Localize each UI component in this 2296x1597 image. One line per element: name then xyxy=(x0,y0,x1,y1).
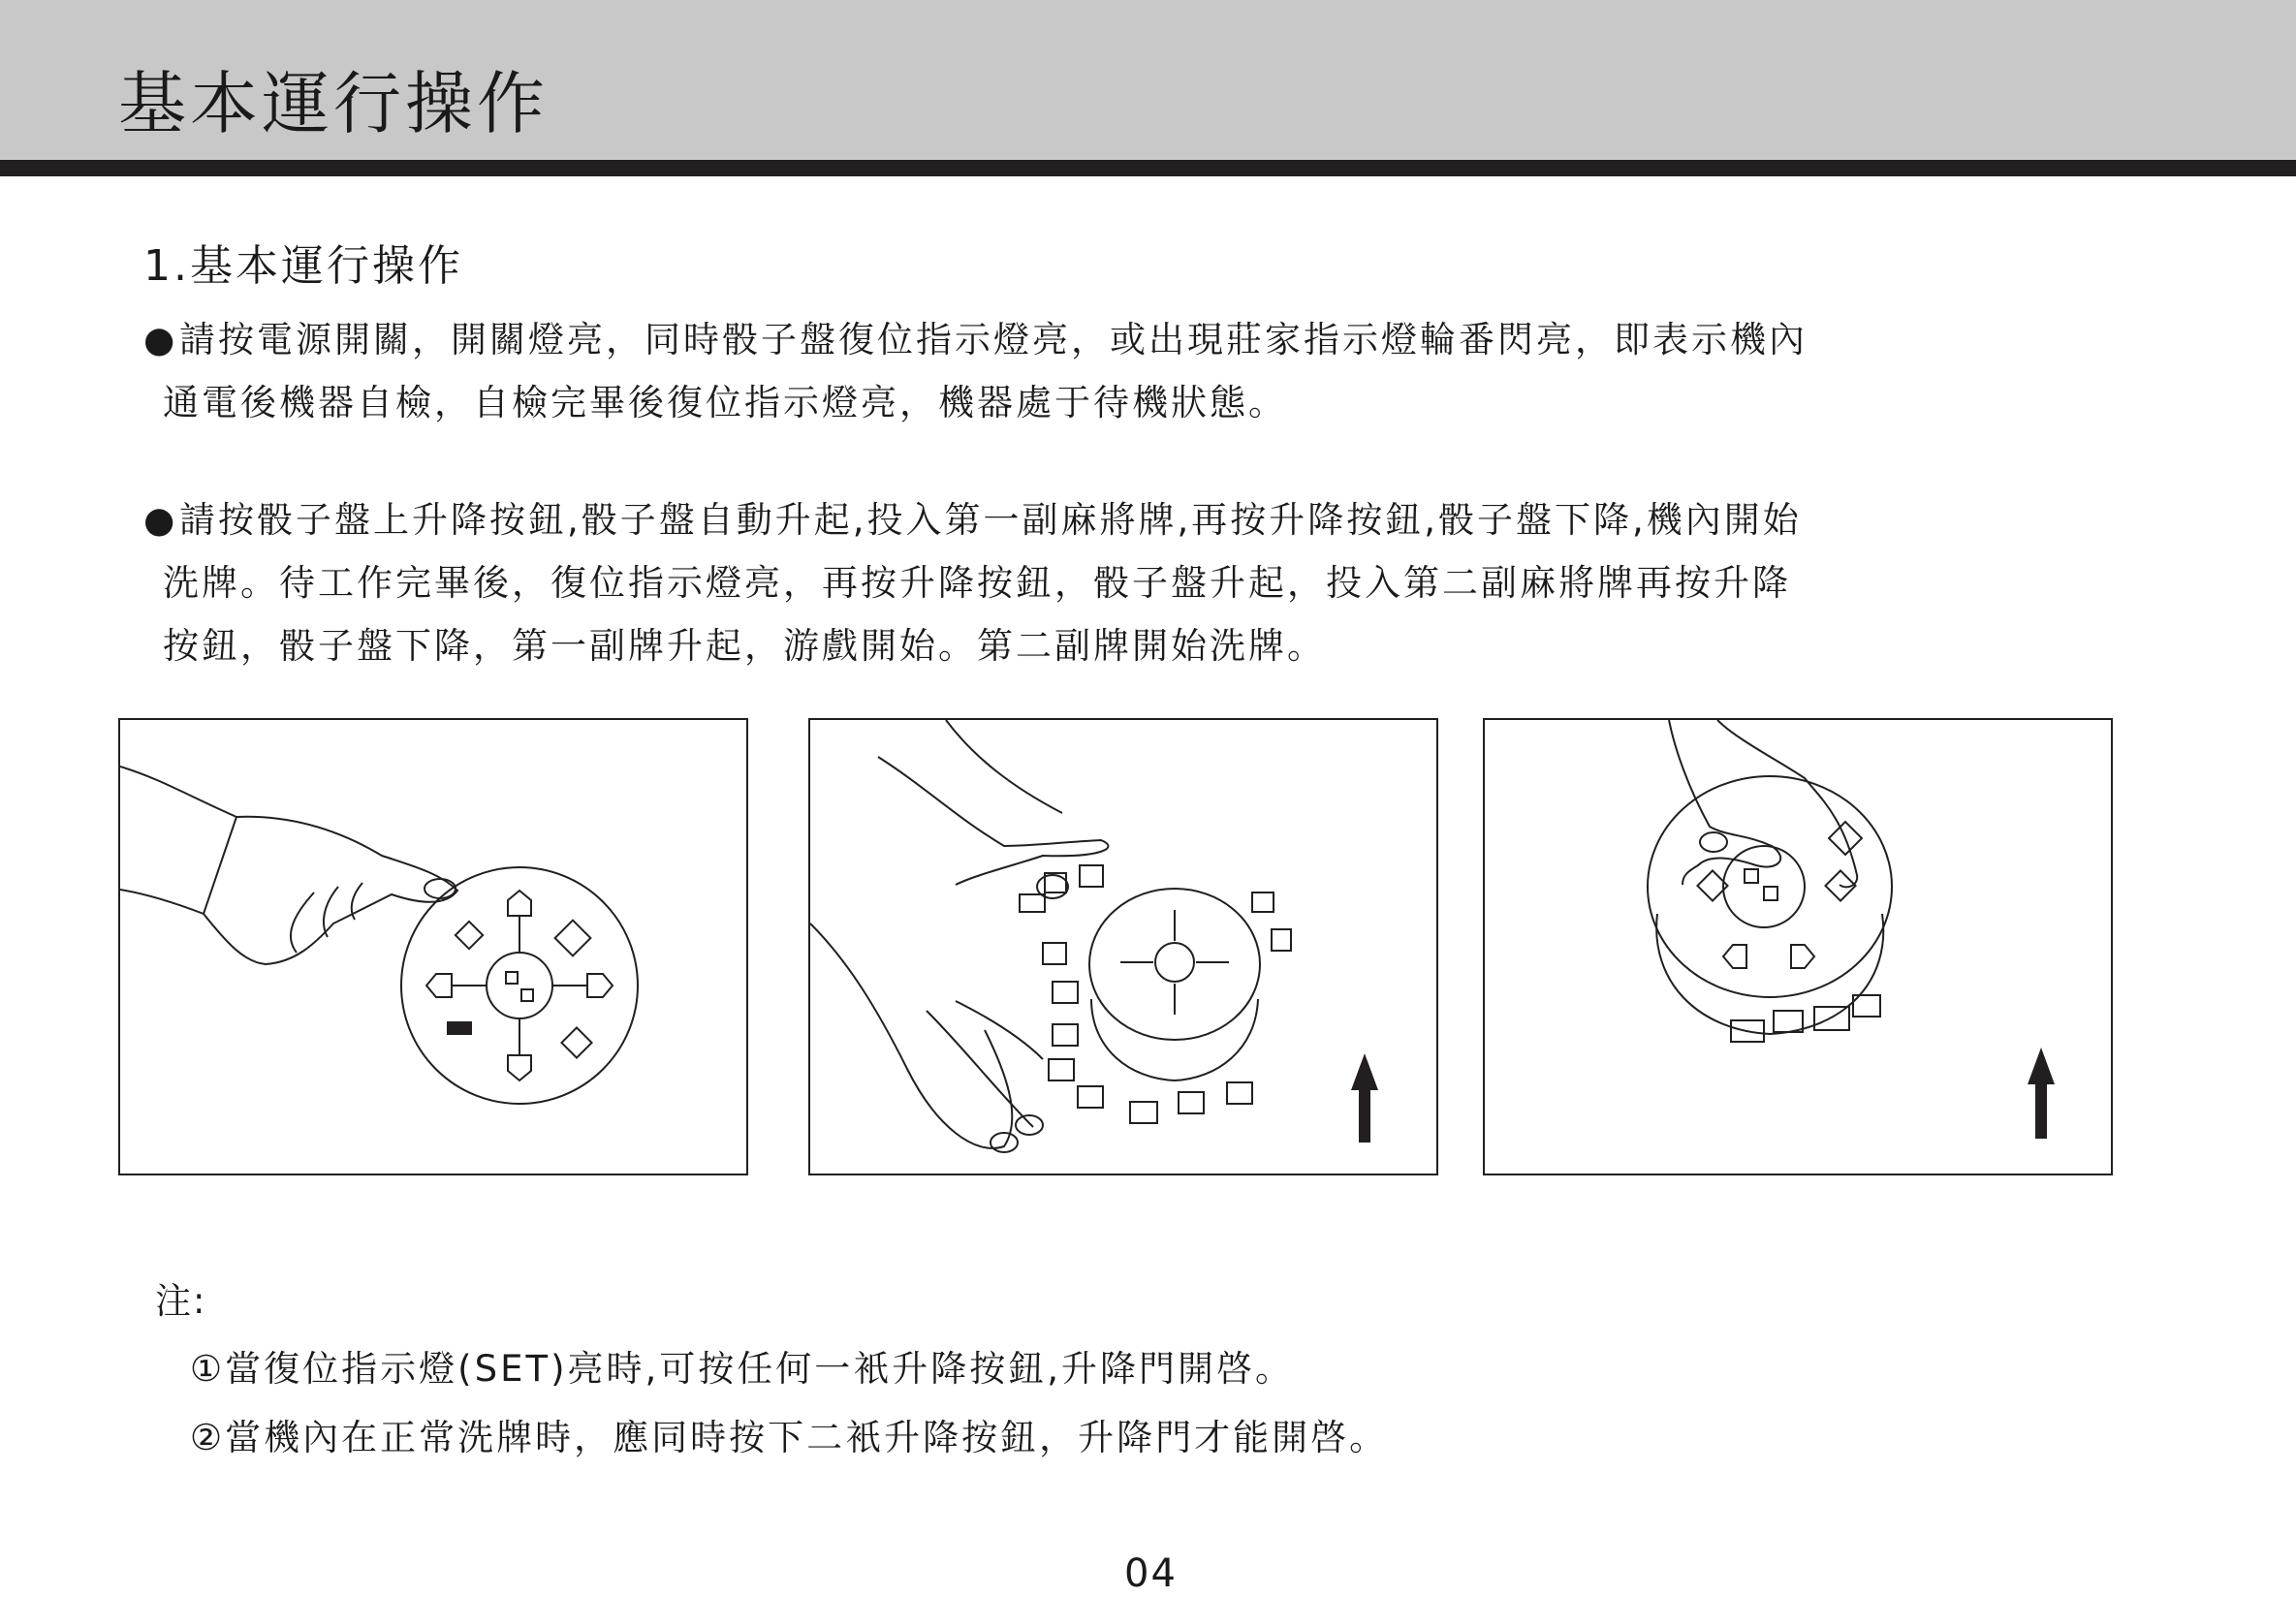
figure-load-tiles xyxy=(808,718,1438,1175)
up-arrow-icon xyxy=(1485,720,2111,1174)
section-heading: 1.基本運行操作 xyxy=(143,241,463,291)
paragraph-line: 洗牌。待工作完畢後，復位指示燈亮，再按升降按鈕，骰子盤升起，投入第二副麻將牌再按升降 xyxy=(163,562,1791,604)
note-item: ①當復位指示燈(SET)亮時,可按任何一衹升降按鈕,升降門開啓。 xyxy=(190,1348,1295,1390)
paragraph-line: 按鈕，骰子盤下降，第一副牌升起，游戲開始。第二副牌開始洗牌。 xyxy=(163,625,1326,667)
header-rule xyxy=(0,160,2296,176)
finger-press-button-illustration xyxy=(120,720,746,1174)
figure-take-tiles xyxy=(1483,718,2113,1175)
notes-label: 注: xyxy=(155,1280,207,1322)
paragraph-line: ●請按骰子盤上升降按鈕,骰子盤自動升起,投入第一副麻將牌,再按升降按鈕,骰子盤下降,機內開始 xyxy=(143,488,1802,551)
paragraph-shuffle xyxy=(143,488,1802,677)
page-title: 基本運行操作 xyxy=(118,64,549,143)
bullet-icon: ● xyxy=(143,319,178,360)
paragraph-line: ●請按電源開關，開關燈亮，同時骰子盤復位指示燈亮，或出現莊家指示燈輪番閃亮，即表示機內 xyxy=(143,308,1808,371)
up-arrow-icon xyxy=(810,720,1436,1174)
paragraph-power-on xyxy=(143,308,1808,434)
bullet-icon: ● xyxy=(143,499,178,541)
figure-press-button xyxy=(118,718,748,1175)
page-number: 04 xyxy=(1124,1551,1178,1596)
paragraph-line: 通電後機器自檢，自檢完畢後復位指示燈亮，機器處于待機狀態。 xyxy=(163,382,1287,423)
note-item: ②當機內在正常洗牌時，應同時按下二衹升降按鈕，升降門才能開啓。 xyxy=(190,1417,1389,1458)
